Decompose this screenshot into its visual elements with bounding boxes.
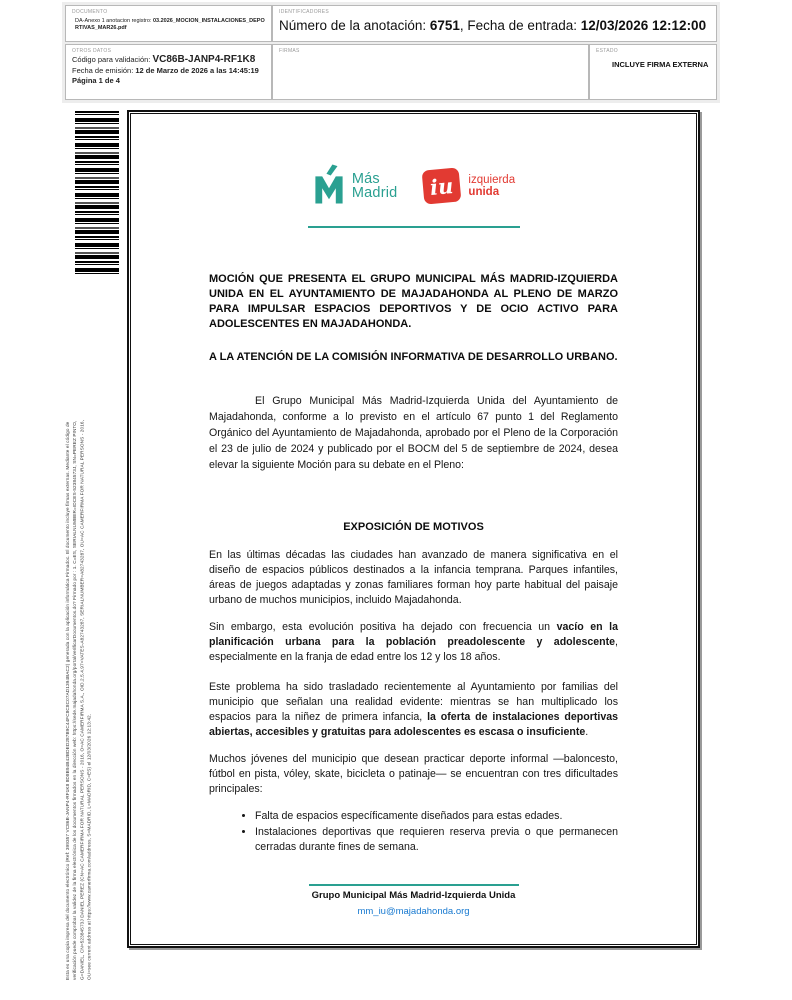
estado-box (589, 44, 717, 100)
documento-box (65, 5, 272, 42)
firmas-box (272, 44, 589, 100)
verification-line: G=DANIEL, CN=52384573J DANIEL PEREZ (CN=AC CAMERFIRMA FOR NATURAL PERSONS - 2016, O=AC CAMERFIRMA S.A., OID.2.5.4.97=VATES-A82743287, SERIALNUMBER=A82743287, OU=AC CAMERFIRMA FOR NATURAL PERSONS - 2016, (79, 419, 85, 980)
verification-line: verificación puede comprobar la validez de la firma electrónica de los documentos firmados en la dirección web: https://sede.majadahonda.org/portal/verificarDocumentos.do? Firmado por : 1. C=ES, SERIALNUMBER=IDCES-52384573J, SN=PEREZ PINTO, (72, 420, 78, 980)
mas-madrid-logo (312, 164, 398, 209)
izquierda-unida-logo (423, 169, 515, 203)
attention-line: A LA ATENCIÓN DE LA COMISIÓN INFORMATIVA DE DESARROLLO URBANO. (209, 351, 618, 363)
document-page-inner (130, 113, 697, 945)
mas-madrid-m-icon (312, 164, 346, 209)
identificadores-box (272, 5, 717, 42)
footer-divider (309, 884, 519, 886)
paragraph-youth: Muchos jóvenes del municipio que desean practicar deporte informal —baloncesto, fútbol en pista, vóley, skate, bicicleta o patinaje— se encuentran con tres dificultades principales: (209, 753, 618, 795)
estado-label: ESTADO (596, 48, 618, 54)
document-page (127, 110, 700, 948)
izquierda-unida-wordmark: izquierda unida (468, 174, 516, 198)
estado-value: INCLUYE FIRMA EXTERNA (612, 60, 709, 69)
mas-madrid-wordmark: Más Madrid (351, 170, 398, 201)
footer-group-name: Grupo Municipal Más Madrid-Izquierda Unida (311, 889, 516, 901)
documento-filename: DA-Anexo 1 anotacion registro: 03.2026_MOCION_INSTALACIONES_DEPORTIVAS_MAR26.pdf (75, 18, 265, 31)
validation-code-line: Código para validación: VC86B-JANP4-RF1K8 (72, 54, 256, 65)
footer-email-link[interactable]: mm_iu@majadahonda.org (357, 905, 470, 917)
list-item: • Instalaciones deportivas que requieren reserva previa o que permanecen cerradas durante fines de semana. (255, 825, 618, 856)
barcode (75, 111, 119, 277)
page-number-line: Página 1 de 4 (72, 76, 120, 85)
otros-datos-box (65, 44, 272, 100)
annotation-number-line: Número de la anotación: 6751, Fecha de entrada: 12/03/2026 12:12:00 (279, 18, 707, 33)
izquierda-unida-icon: iu (422, 167, 462, 204)
verification-line: OU=see current address at https://www.camerfirma.com/address, S=MADRID, L=MADRID, C=ES) el 12/03/2026 12:13:42. (86, 713, 92, 980)
firmas-label: FIRMAS (279, 48, 300, 54)
emission-date-line: Fecha de emisión: 12 de Marzo de 2026 a las 14:45:19 (72, 65, 259, 75)
logos-row (209, 158, 618, 214)
paragraph-gap: Sin embargo, esta evolución positiva ha dejado con frecuencia un vacío en la planificación urbana para la población preadolescente y adolescente, especialmente en la franja de edad entre los 12 y los 18 años. (209, 621, 618, 663)
documento-label: DOCUMENTO (72, 9, 108, 15)
paragraph-problem: Este problema ha sido trasladado recientemente al Ayuntamiento por familias del municipio que señalan una realidad evidente: mientras se han multiplicado los espacios para la niñez de primera infancia, la oferta de instalaciones deportivas abiertas, accesibles y gratuitas para adolescentes es escasa o insuficiente. (209, 681, 618, 738)
list-item: • Falta de espacios específicamente diseñados para estas edades. (255, 809, 618, 825)
motion-title: MOCIÓN QUE PRESENTA EL GRUPO MUNICIPAL MÁS MADRID-IZQUIERDA UNIDA EN EL AYUNTAMIENTO DE MAJADAHONDA AL PLENO DE MARZO PARA IMPULSAR ESPACIOS DEPORTIVOS Y DE OCIO ACTIVO PARA ADOLESCENTES EN MAJADAHONDA. (209, 273, 618, 330)
identificadores-label: IDENTIFICADORES (279, 9, 330, 15)
paragraph-intro: El Grupo Municipal Más Madrid-Izquierda Unida del Ayuntamiento de Majadahonda, conforme a lo previsto en el artículo 67 punto 1 del Reglamento Orgánico del Ayuntamiento de Majadahonda, aprobado por el Pleno de la Corporación el 23 de julio de 2024 y publicado por el BOCM del 5 de septiembre de 2024, desea elevar la siguiente Moción para su debate en el Pleno: (209, 395, 618, 471)
verification-sidebar-text (64, 283, 100, 980)
header-divider (308, 226, 520, 228)
otros-datos-label: OTROS DATOS (72, 48, 112, 54)
verification-line: Esta es una copia impresa del documento electrónico (Ref: 399357 VC86B-JANP4-RF1K8 8D8B94B42BDED287B9C44FC8C8C07AD1394BAC2) generada con la aplicación informática Firmadoc. El documento incluye firmas externas. Mediante el código de (65, 421, 70, 980)
section-heading: EXPOSICIÓN DE MOTIVOS (343, 521, 484, 533)
paragraph-context: En las últimas décadas las ciudades han avanzado de manera significativa en el diseño de espacios públicos destinados a la infancia temprana. Parques infantiles, áreas de juegos adaptadas y zonas familiares forman hoy parte habitual del paisaje urbano de muchos municipios, incluido Majadahonda. (209, 549, 618, 606)
page-footer (209, 884, 618, 919)
registration-header (62, 2, 720, 103)
difficulties-list (209, 809, 618, 856)
